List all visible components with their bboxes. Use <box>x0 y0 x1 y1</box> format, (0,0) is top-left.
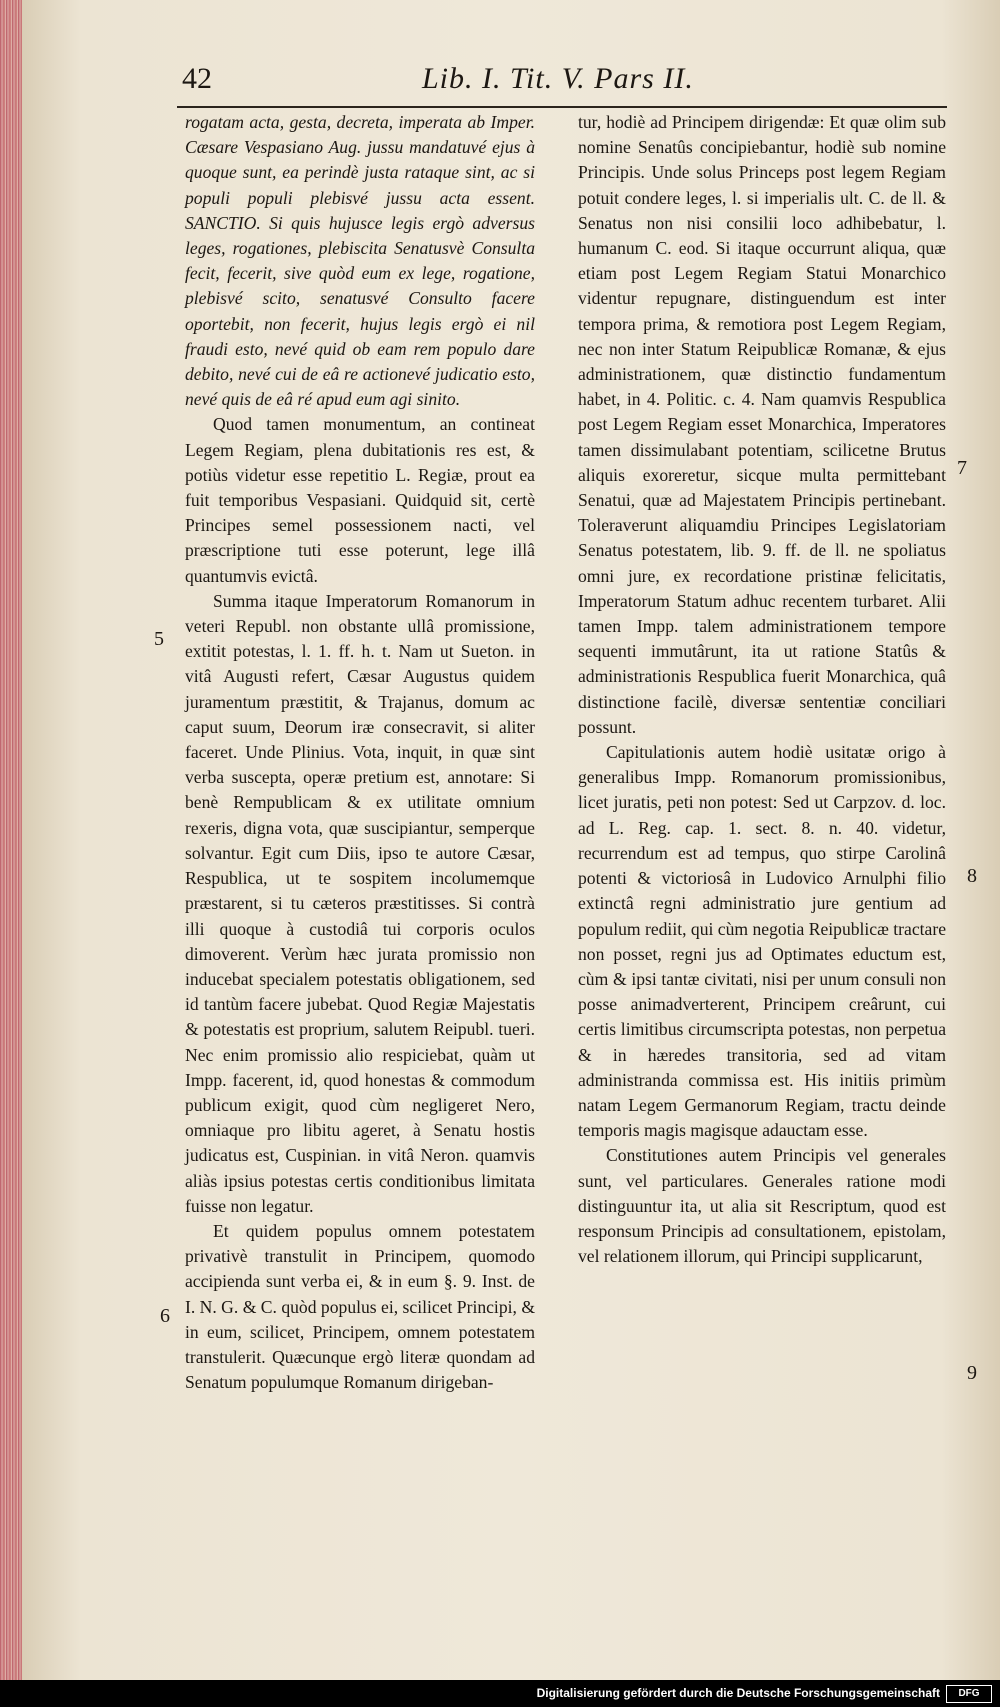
left-column <box>185 110 535 1395</box>
paragraph: tur, hodiè ad Principem dirigendæ: Et quæ olim sub nomine Senatûs concipiebantur, hodiè sub nomine Principis. Unde solus Princeps post legem Regiam potuit condere leges, l. si imperialis ult. C. de ll. & Senatus non nisi consilii loco adhibebatur, l. humanum C. eod. Si itaque occurrunt aliqua, quæ etiam post Legem Regiam Statui Monarchico videntur repugnare, distinguendum est inter tempora prima, & remotiora post Legem Regiam, nec non inter Statum Reipublicæ Romanæ, & ejus administrationem, quæ distinctio fundamentum habet, in 4. Politic. c. 4. Nam quamvis Respublica post Legem Regiam esset Monarchica, Imperatores tamen dissimulabant potentiam, scilicetne Brutus aliquis exoreretur, sicque multa permittebant Senatui, quæ ad Majestatem Principis pertinebant. Toleraverunt aliquamdiu Principes Legislatoriam Senatus potestatem, lib. 9. ff. de ll. ne spoliatus omni jure, ex recordatione pristinæ felicitatis, Imperatorum Statum adhuc recentem turbaret. Alii tamen Impp. talem administrationem tempore sequenti immutârunt, ita ut ratione Statûs & administrationis Respublica fuerit Monarchica, quâ distinctione facilè, diversæ sententiæ conciliari possunt. <box>578 112 946 737</box>
paragraph: Et quidem populus omnem potestatem privativè transtulit in Principem, quomodo accipienda sunt verba ei, & in eum §. 9. Inst. de I. N. G. & C. quòd populus ei, scilicet Principi, & in eum, scilicet, Principem, omnem potestatem transtulerit. Quæcunque ergò literæ quondam ad Senatum populumque Romanum dirigeban- <box>185 1220 535 1393</box>
page-header <box>182 62 942 106</box>
digitization-footer <box>0 1680 1000 1707</box>
paragraph: Summa itaque Imperatorum Romanorum in veteri Republ. non obstante ullâ promissione, extitit potestas, l. 1. ff. h. t. Nam ut Sueton. in vitâ Augusti refert, Cæsar Augustus quidem juramentum præstitit, & Trajanus, domum ac caput suum, Deorum iræ consecravit, si aliter faceret. Unde Plinius. Vota, inquit, in quæ sint verba suscepta, operæ pretium est, annotare: Si benè Rempublicam & ex utilitate omnium rexeris, digna vota, quæ suscipiantur, semperque solvantur. Egit cum Diis, ipso te autore Cæsar, Respublica, ut te sospitem incolumemque præstarent, si tu cæteros præstitisses. Si contrà illi quoque à custodiâ tui corporis oculos dimoverent. Verùm hæc jurata promissio non inducebat specialem potestatis obligationem, sed id tantùm facere jubebat. Quod Regiæ Majestatis & potestatis est proprium, salutem Reipubl. tueri. Nec enim promissio alio respiciebat, quàm ut Impp. facerent, id, quod honestas & commodum publicum exigit, quod cùm negligeret Nero, omniaque pro libitu ageret, à Senatu hostis judicatus est, Cuspinian. in vitâ Neron. quamvis aliàs ipsius potestas certis conditionibus limitata fuisse non legatur. <box>185 590 535 1216</box>
header-rule <box>177 106 947 108</box>
page-number: 42 <box>182 62 212 95</box>
margin-number: 5 <box>154 628 164 650</box>
margin-number: 8 <box>967 865 977 887</box>
paragraph: Quod tamen monumentum, an contineat Legem Regiam, plena dubitationis res est, & potiùs videtur esse repetitio L. Regiæ, prout ea fuit temporibus Vespasiani. Quidquid sit, certè Principes semel possessionem nacti, vel præscriptione tuti esse poterunt, lege illâ quantumvis evictâ. <box>185 414 535 586</box>
book-page <box>22 0 1000 1680</box>
dfg-logo: DFG <box>946 1685 992 1703</box>
paragraph: Capitulationis autem hodiè usitatæ origo à generalibus Impp. Romanorum promissionibus, licet juratis, peti non potest: Sed ut Carpzov. d. loc. ad L. Reg. cap. 1. sect. 8. n. 40. videtur, recurrendum est ad tempus, quo stirpe Carolinâ potenti & victoriosâ in Ludovico Arnulphi filio extinctâ regni administratio jure gentium ad populum rediit, qui cùm negotia Reipublicæ tractare non posset, regni jus ad Optimates eductum est, cùm & ipsi tantæ civitati, nisi per unum consuli non posse animadverterent, Principem creârunt, cui certis limitibus circumscripta potestas, non perpetua & in hæredes transitoria, sed ad vitam administranda commissa est. His initiis primùm natam Legem Germanorum Regiam, tractu deinde temporis magis magisque adauctam esse. <box>578 742 946 1141</box>
paragraph: rogatam acta, gesta, decreta, imperata ab Imper. Cæsare Vespasiano Aug. jussu mandatuvé ejus à quoque sunt, ea perindè justa rataque sint, ac si populi populi plebisvé jussu acta essent. SANCTIO. Si quis hujusce legis ergò adversus leges, rogationes, plebiscita Senatusvè Consulta fecit, fecerit, sive quòd eum ex lege, rogatione, plebisvé scito, senatusvé Consulto facere oportebit, non fecerit, hujus legis ergò ei nil fraudi esto, nevé quid ob eam rem populo dare debito, nevé cui de eâ re actionevé judicatio esto, nevé quis de eâ ré apud eum agi sinito. <box>185 112 535 410</box>
margin-number: 7 <box>957 457 967 479</box>
right-column <box>578 110 946 1269</box>
margin-number: 6 <box>160 1305 170 1327</box>
margin-number: 9 <box>967 1362 977 1384</box>
footer-credit: Digitalisierung gefördert durch die Deutsche Forschungsgemeinschaft <box>536 1686 940 1700</box>
running-title: Lib. I. Tit. V. Pars II. <box>422 62 694 95</box>
paragraph: Constitutiones autem Principis vel generales sunt, vel particulares. Generales ratione modi distinguuntur ita, ut alia sit Rescriptum, quod est responsum Principis ad consultationem, epistolam, vel relationem illorum, qui Principi supplicarunt, <box>578 1145 946 1267</box>
